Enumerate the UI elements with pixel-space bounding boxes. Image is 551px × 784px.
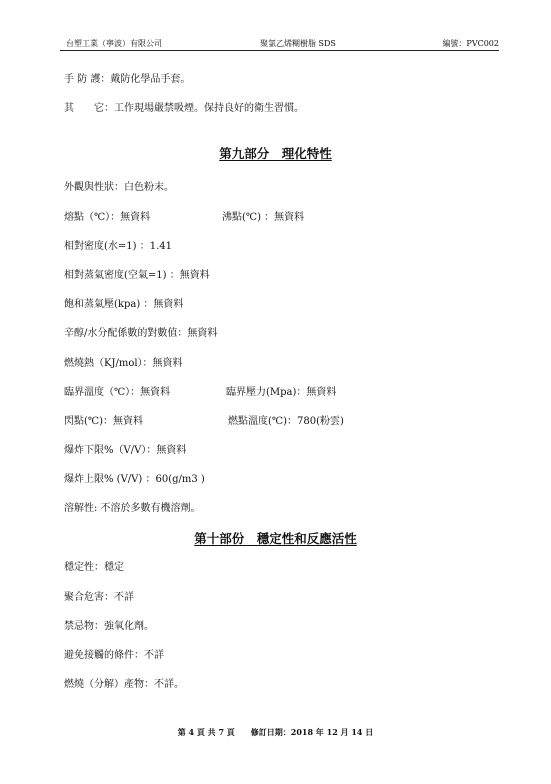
stability: 穩定性：穩定: [64, 562, 124, 573]
flash-ignition-row: [64, 416, 344, 428]
boiling-point: 沸點(℃) ：無資料: [222, 212, 305, 223]
lower-explosive-limit: 爆炸下限%（V/V）：無資料: [64, 445, 187, 456]
relative-density: 相對密度(水=1) ：1.41: [64, 241, 172, 252]
document-title: 聚氯乙烯糊樹脂 SDS: [260, 39, 336, 48]
section-9-title: [0, 146, 551, 161]
ignition-temperature: 燃點溫度(℃)：780(粉雲): [228, 416, 344, 427]
vapor-pressure: 飽和蒸氣壓(kpa) ：無資料: [64, 299, 184, 310]
hand-protection: 手 防 護：戴防化學品手套。: [64, 74, 191, 85]
incompatible-materials: 禁忌物：強氧化劑。: [64, 621, 154, 632]
solubility: 溶解性: 不溶於多數有機溶劑。: [64, 503, 201, 514]
page-footer: 第 4 頁 共 7 頁 修訂日期：2018 年 12 月 14 日: [177, 727, 374, 737]
document-code: 編號：PVC002: [442, 39, 499, 48]
critical-temperature: 臨界溫度（℃）：無資料: [64, 387, 171, 398]
flash-point: 閃點(℃)：無資料: [64, 416, 143, 427]
conditions-to-avoid: 避免接觸的條件：不詳: [64, 650, 164, 661]
company-name: 台塑工業（寧波）有限公司: [66, 39, 162, 48]
page-header: [60, 36, 499, 51]
decomposition-products: 燃燒（分解）產物：不詳。: [64, 679, 184, 690]
partition-coefficient: 辛醇/水分配係數的對數值：無資料: [64, 328, 218, 339]
vapor-density: 相對蒸氣密度(空氣=1) ：無資料: [64, 270, 210, 281]
polymerization-hazard: 聚合危害：不詳: [64, 592, 134, 603]
section-10-title-text: 第十部份 穩定性和反應活性: [194, 531, 357, 546]
upper-explosive-limit: 爆炸上限% (V/V) ：60(g/m3 ): [64, 474, 205, 485]
critical-pressure: 臨界壓力(Mpa)：無資料: [226, 387, 337, 398]
other-protection: 其 它：工作現場嚴禁吸煙。保持良好的衛生習慣。: [64, 103, 304, 114]
melting-point: 熔點（℃）：無資料: [64, 212, 151, 223]
melting-boiling-row: [64, 212, 305, 224]
critical-row: [64, 387, 337, 399]
heat-of-combustion: 燃燒熱（KJ/mol）：無資料: [64, 358, 183, 369]
appearance: 外觀與性狀：白色粉末。: [64, 182, 174, 193]
section-9-title-text: 第九部分 理化特性: [219, 146, 332, 161]
section-10-title: [0, 531, 551, 546]
